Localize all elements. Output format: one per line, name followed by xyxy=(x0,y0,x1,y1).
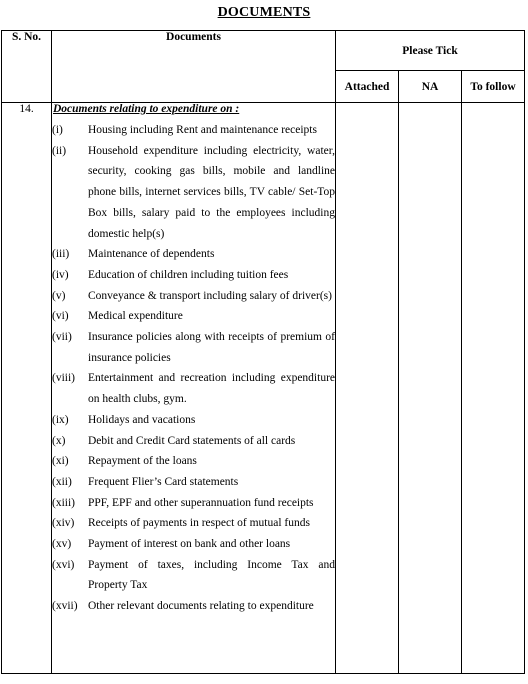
list-item xyxy=(52,410,335,431)
documents-table xyxy=(1,30,525,674)
list-item-text: Education of children including tuition fees xyxy=(88,268,289,281)
list-item xyxy=(52,244,335,265)
sno-header: S. No. xyxy=(2,31,52,103)
list-item-number: (xv) xyxy=(52,538,72,551)
page-title: DOCUMENTS xyxy=(217,5,311,20)
table-row xyxy=(2,103,525,674)
list-item-number: (viii) xyxy=(52,372,75,385)
list-item-text: Holidays and vacations xyxy=(88,413,196,426)
list-item-text: Maintenance of dependents xyxy=(88,248,215,261)
list-item-text: Repayment of the loans xyxy=(88,455,197,468)
to-follow-tick-cell[interactable] xyxy=(462,103,525,674)
row-sno: 14. xyxy=(2,103,52,674)
na-tick-cell[interactable] xyxy=(399,103,462,674)
to-follow-header: To follow xyxy=(462,71,525,103)
please-tick-header: Please Tick xyxy=(336,31,525,71)
list-item xyxy=(52,120,335,141)
list-item-text: Payment of taxes, including Income Tax and Property Tax xyxy=(88,558,335,592)
list-item-number: (xiv) xyxy=(52,517,75,530)
list-item-text: Household expenditure including electricity, water, security, cooking gas bills, mobile and landline phone bills, internet services bills, TV cable/ Set-Top Box bills, salary paid to the employees including domestic help(s) xyxy=(88,144,335,240)
section-heading: Documents relating to expenditure on : xyxy=(53,103,240,115)
list-item-number: (xiii) xyxy=(52,496,75,509)
list-item xyxy=(52,286,335,307)
list-item xyxy=(52,596,335,617)
list-item-number: (i) xyxy=(52,124,63,136)
list-item xyxy=(52,493,335,514)
attached-header: Attached xyxy=(336,71,399,103)
list-item-text: Conveyance & transport including salary of driver(s) xyxy=(88,289,332,302)
list-item xyxy=(52,431,335,452)
list-item-text: PPF, EPF and other superannuation fund receipts xyxy=(88,496,314,509)
document-list xyxy=(52,120,335,617)
list-item xyxy=(52,513,335,534)
list-item-text: Receipts of payments in respect of mutual funds xyxy=(88,517,310,530)
list-item-text: Housing including Rent and maintenance receipts xyxy=(88,124,317,136)
list-item-number: (iii) xyxy=(52,248,70,261)
list-item xyxy=(52,306,335,327)
attached-tick-cell[interactable] xyxy=(336,103,399,674)
header-row xyxy=(2,31,525,71)
list-item-text: Payment of interest on bank and other loans xyxy=(88,538,291,551)
documents-header: Documents xyxy=(52,31,336,103)
list-item-text: Debit and Credit Card statements of all cards xyxy=(88,434,296,447)
list-item-number: (xi) xyxy=(52,455,69,468)
list-item-text: Medical expenditure xyxy=(88,310,183,323)
na-header: NA xyxy=(399,71,462,103)
list-item xyxy=(52,141,335,245)
list-item xyxy=(52,368,335,409)
list-item-number: (ii) xyxy=(52,144,67,157)
list-item-number: (iv) xyxy=(52,268,69,281)
list-item xyxy=(52,327,335,368)
list-item xyxy=(52,534,335,555)
list-item-number: (xvi) xyxy=(52,558,75,571)
list-item-number: (vi) xyxy=(52,310,69,323)
list-item xyxy=(52,451,335,472)
list-item-number: (ix) xyxy=(52,413,69,426)
list-item-text: Frequent Flier’s Card statements xyxy=(88,475,239,488)
list-item-number: (v) xyxy=(52,289,66,302)
row-documents xyxy=(52,103,336,674)
list-item xyxy=(52,265,335,286)
list-item-text: Entertainment and recreation including expenditure on health clubs, gym. xyxy=(88,372,335,406)
list-item-number: (x) xyxy=(52,434,66,447)
list-item xyxy=(52,555,335,596)
list-item-text: Other relevant documents relating to expenditure xyxy=(88,600,314,613)
list-item-number: (xii) xyxy=(52,475,72,488)
list-item-text: Insurance policies along with receipts of premium of insurance policies xyxy=(88,331,335,364)
list-item xyxy=(52,472,335,493)
list-item-number: (xvii) xyxy=(52,600,78,613)
list-item-number: (vii) xyxy=(52,331,72,344)
